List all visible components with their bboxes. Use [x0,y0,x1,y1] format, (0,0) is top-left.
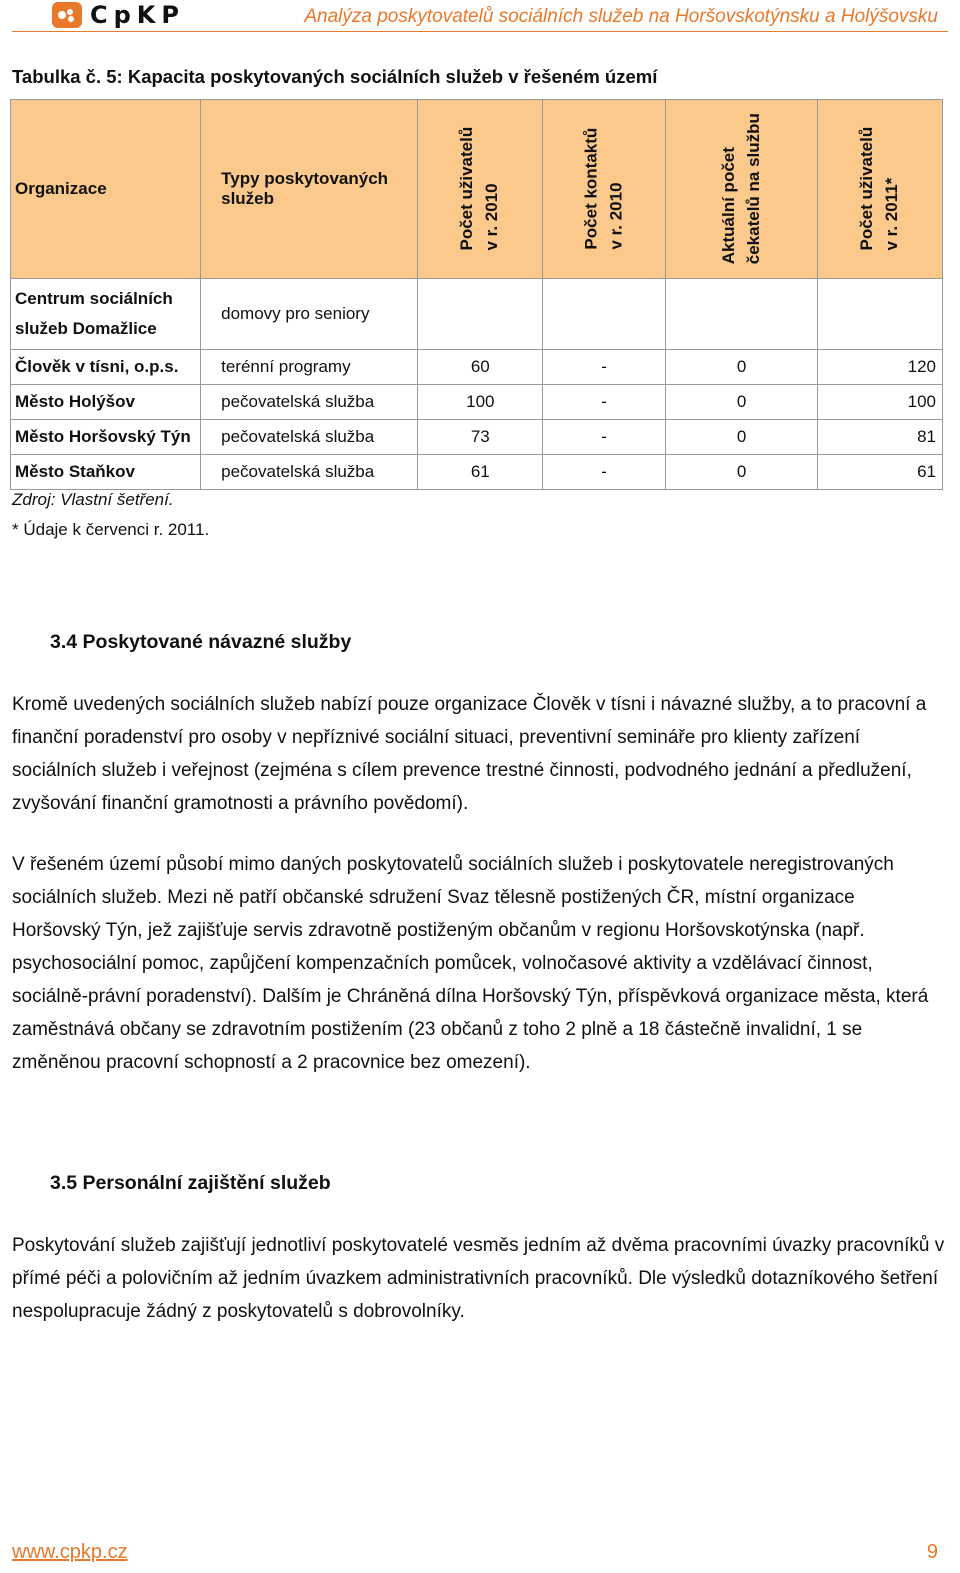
cell-service-type: domovy pro seniory [201,279,418,350]
cell-contacts-2010: - [543,420,666,455]
cell-users-2010: 60 [418,350,543,385]
cell-waiting [666,279,818,350]
table-caption: Tabulka č. 5: Kapacita poskytovaných sociálních služeb v řešeném území [12,66,658,87]
cell-organization: Město Staňkov [11,455,201,490]
page-number: 9 [926,1541,938,1563]
col-header-users-2011: Počet uživatelů v r. 2011* [818,100,943,279]
cell-service-type: pečovatelská služba [201,455,418,490]
paragraph: V řešeném území působí mimo daných poskytovatelů sociálních služeb i poskytovatele neregistrovaných sociálních služeb. Mezi ně patří občanské sdružení Svaz tělesně postižených ČR, místní organizace Horšovský Týn, jež zajišťuje servis zdravotně postiženým občanům v regionu Horšovskotýnska (např. psychosociální pomoc, zapůjčení kompenzačních pomůcek, volnočasové aktivity a vzdělávací činnost, sociálně-právní poradenství). Dalším je Chráněná dílna Horšovský Týn, příspěvková organizace města, která zaměstnává občany se zdravotním postižením (23 občanů z toho 2 plně a 18 částečně invalidní, 1 se změněnou pracovní schopností a 2 pracovnice bez omezení). [12,854,929,1073]
cell-organization: Město Horšovský Týn [11,420,201,455]
table-source: Zdroj: Vlastní šetření. [12,490,174,509]
header-divider [12,31,948,32]
cell-contacts-2010 [543,279,666,350]
logo-text: CpKP [90,1,185,29]
cell-contacts-2010: - [543,455,666,490]
cell-users-2010: 73 [418,420,543,455]
table-row [11,350,943,385]
table-row [11,279,943,350]
col-header-waiting: Aktuální počet čekatelů na službu [666,100,818,279]
cell-contacts-2010: - [543,385,666,420]
footer-website-link[interactable]: www.cpkp.cz [12,1541,128,1563]
section-heading-3-4: 3.4 Poskytované návazné služby [50,631,352,653]
cpkp-logo-icon [52,2,82,28]
cell-waiting: 0 [666,455,818,490]
col-header-organization: Organizace [11,100,201,279]
cell-service-type: terénní programy [201,350,418,385]
cell-organization: Město Holýšov [11,385,201,420]
logo [52,0,185,30]
table-footnote: * Údaje k červenci r. 2011. [12,520,210,539]
table-row [11,420,943,455]
cell-waiting: 0 [666,420,818,455]
table-row [11,455,943,490]
cell-users-2010 [418,279,543,350]
cell-users-2011: 61 [818,455,943,490]
col-header-service-type: Typy poskytovaných služeb [201,100,418,279]
col-header-users-2010: Počet uživatelů v r. 2010 [418,100,543,279]
paragraph: Poskytování služeb zajišťují jednotliví poskytovatelé vesměs jedním až dvěma pracovními úvazky pracovníků v přímé péči a polovičním až jedním úvazkem administrativních pracovníků. Dle výsledků dotazníkového šetření nespolupracuje žádný z poskytovatelů s dobrovolníky. [12,1235,945,1322]
cell-service-type: pečovatelská služba [201,385,418,420]
cell-users-2010: 100 [418,385,543,420]
section-heading-3-5: 3.5 Personální zajištění služeb [50,1172,331,1194]
cell-waiting: 0 [666,385,818,420]
table-row [11,385,943,420]
cell-users-2011: 100 [818,385,943,420]
cell-users-2011: 81 [818,420,943,455]
cell-organization: Centrum sociálních služeb Domažlice [11,279,201,350]
capacity-table [10,99,943,490]
cell-service-type: pečovatelská služba [201,420,418,455]
document-title: Analýza poskytovatelů sociálních služeb na Horšovskotýnsku a Holýšovsku [304,6,938,27]
cell-users-2011 [818,279,943,350]
col-header-contacts-2010: Počet kontaktů v r. 2010 [543,100,666,279]
cell-users-2011: 120 [818,350,943,385]
cell-users-2010: 61 [418,455,543,490]
cell-organization: Člověk v tísni, o.p.s. [11,350,201,385]
page-header [0,0,960,40]
paragraph: Kromě uvedených sociálních služeb nabízí pouze organizace Člověk v tísni i návazné služby, a to pracovní a finanční poradenství pro osoby v nepříznivé sociální situaci, preventivní semináře pro klienty zařízení sociálních služeb i veřejnost (zejména s cílem prevence trestné činnosti, podvodného jednání a předlužení, zvyšování finanční gramotnosti a právního povědomí). [12,694,927,814]
cell-waiting: 0 [666,350,818,385]
table-header-row [11,100,943,279]
cell-contacts-2010: - [543,350,666,385]
